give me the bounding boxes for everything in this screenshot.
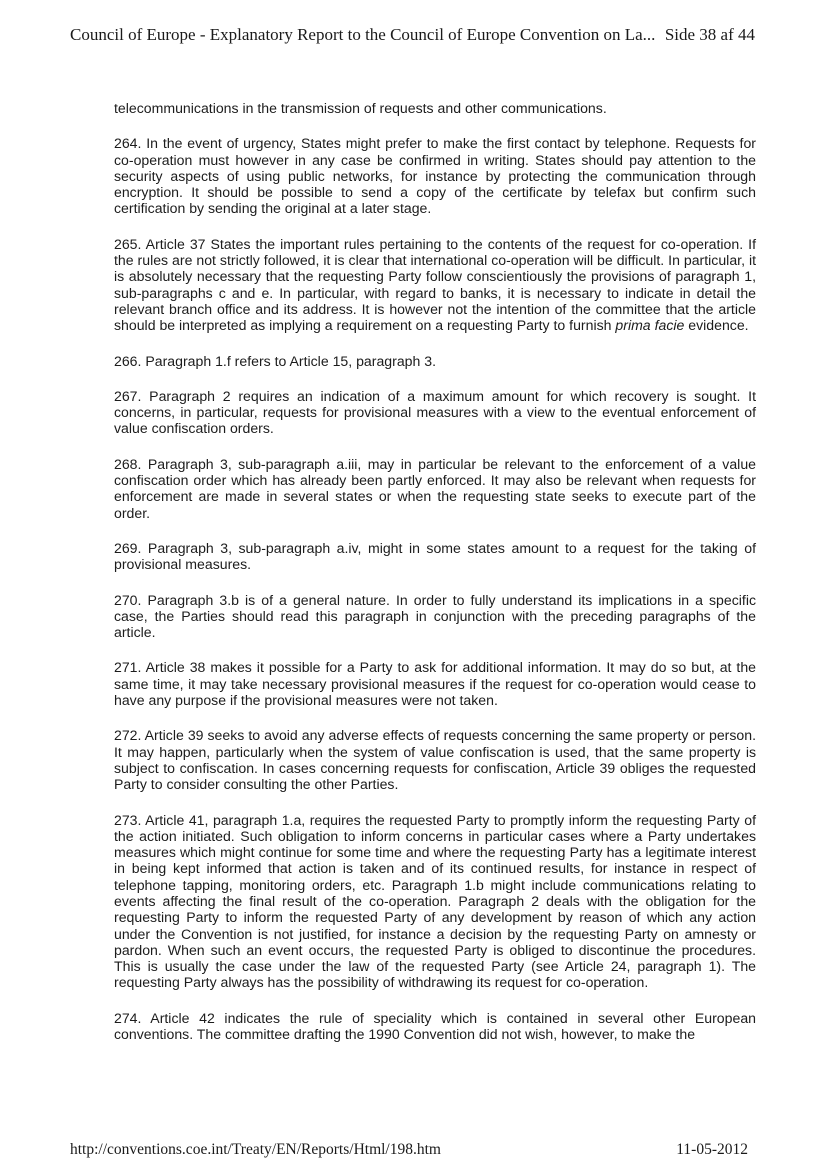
source-url[interactable]: http://conventions.coe.int/Treaty/EN/Reports/Html/198.htm xyxy=(70,1141,441,1158)
page-header xyxy=(70,25,755,45)
italic-term: prima facie xyxy=(615,317,685,334)
page-footer xyxy=(70,1141,748,1159)
paragraph-268: 268. Paragraph 3, sub-paragraph a.iii, may in particular be relevant to the enforcement of a value confiscation order which has already been partly enforced. It may also be relevant when requests for enforcement are made in several states or when the requesting state seeks to execute part of the order. xyxy=(114,455,756,521)
report-body xyxy=(114,100,756,1061)
paragraph-269: 269. Paragraph 3, sub-paragraph a.iv, might in some states amount to a request for the taking of provisional measures. xyxy=(114,539,756,573)
paragraph-273: 273. Article 41, paragraph 1.a, requires the requested Party to promptly inform the requesting Party of the action initiated. Such obligation to inform concerns in particular cases where a Party undertakes measures which might continue for some time and where the requesting Party has a legitimate interest in being kept informed that action is taken and of its continued results, for instance in respect of telephone tapping, monitoring orders, etc. Paragraph 1.b might include communications relating to events affecting the final result of the co-operation. Paragraph 2 deals with the obligation for the requesting Party to inform the requested Party of any development by reason of which any action under the Convention is not justified, for instance a decision by the requesting Party on amnesty or pardon. When such an event occurs, the requested Party is obliged to discontinue the procedures. This is usually the case under the law of the requested Party (see Article 24, paragraph 1). The requesting Party always has the possibility of withdrawing its request for co-operation. xyxy=(114,811,756,991)
paragraph-266: 266. Paragraph 1.f refers to Article 15, paragraph 3. xyxy=(114,352,437,369)
paragraph-265: 265. Article 37 States the important rules pertaining to the contents of the request for co-operation. If the rules are not strictly followed, it is clear that international co-operation will be difficult. In particular, it is absolutely necessary that the requesting Party follow conscientiously the provisions of paragraph 1, sub-paragraphs c and e. In particular, with regard to banks, it is necessary to indicate in detail the relevant branch office and its address. It is however not the intention of the committee that the article should be interpreted as implying a requirement on a requesting Party to furnish prima facie evidence. xyxy=(114,235,756,334)
paragraph-270: 270. Paragraph 3.b is of a general nature. In order to fully understand its implications in a specific case, the Parties should read this paragraph in conjunction with the preceding paragraphs of the article. xyxy=(114,591,756,641)
paragraph-274: 274. Article 42 indicates the rule of speciality which is contained in several other European conventions. The committee drafting the 1990 Convention did not wish, however, to make the xyxy=(114,1009,756,1043)
print-date: 11-05-2012 xyxy=(676,1141,748,1158)
paragraph-267: 267. Paragraph 2 requires an indication of a maximum amount for which recovery is sought. It concerns, in particular, requests for provisional measures with a view to the eventual enforcement of value confiscation orders. xyxy=(114,387,756,437)
paragraph-continuation: telecommunications in the transmission of requests and other communications. xyxy=(114,100,607,116)
document-title: Council of Europe - Explanatory Report to the Council of Europe Convention on La... xyxy=(70,25,656,44)
page-number: Side 38 af 44 xyxy=(664,25,755,44)
paragraph-264: 264. In the event of urgency, States might prefer to make the first contact by telephone. Requests for co-operation must however in any case be confirmed in writing. States should pay attention to the security aspects of using public networks, for instance by protecting the communication through encryption. It should be possible to send a copy of the certificate by telefax but confirm such certification by sending the original at a later stage. xyxy=(114,135,756,217)
paragraph-272: 272. Article 39 seeks to avoid any adverse effects of requests concerning the same property or person. It may happen, particularly when the system of value confiscation is used, that the same property is subject to confiscation. In cases concerning requests for confiscation, Article 39 obliges the requested Party to consider consulting the other Parties. xyxy=(114,727,756,793)
paragraph-271: 271. Article 38 makes it possible for a Party to ask for additional information. It may do so but, at the same time, it may take necessary provisional measures if the request for co-operation would cease to have any purpose if the provisional measures were not taken. xyxy=(114,659,756,709)
